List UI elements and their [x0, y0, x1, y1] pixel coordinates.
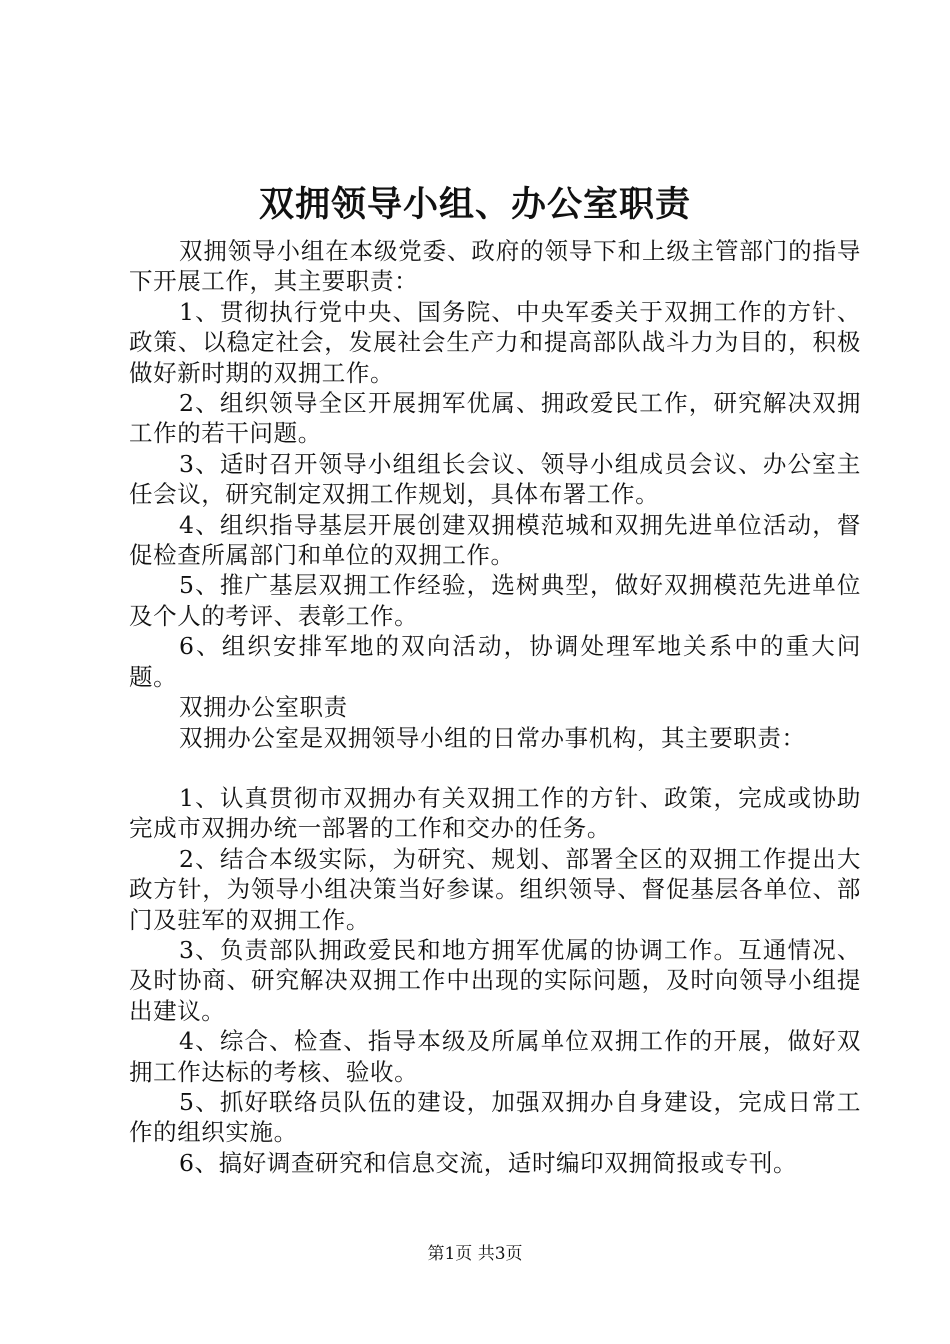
section1-item: 3、适时召开领导小组组长会议、领导小组成员会议、办公室主任会议，研究制定双拥工作规划，具体布署工作。 [129, 449, 861, 509]
section1-item: 2、组织领导全区开展拥军优属、拥政爱民工作，研究解决双拥工作的若干问题。 [129, 389, 861, 448]
section1-intro: 双拥领导小组在本级党委、政府的领导下和上级主管部门的指导下开展工作，其主要职责： [129, 237, 861, 296]
section1-item: 6、组织安排军地的双向活动，协调处理军地关系中的重大问题。 [129, 632, 861, 691]
section2-item: 2、结合本级实际，为研究、规划、部署全区的双拥工作提出大政方针，为领导小组决策当好参谋。组织领导、督促基层各单位、部门及驻军的双拥工作。 [129, 844, 861, 934]
section2-intro: 双拥办公室是双拥领导小组的日常办事机构，其主要职责： [179, 723, 806, 752]
section2-item: 3、负责部队拥政爱民和地方拥军优属的协调工作。互通情况、及时协商、研究解决双拥工作中出现的实际问题，及时向领导小组提出建议。 [129, 935, 861, 1025]
section1-item: 1、贯彻执行党中央、国务院、中央军委关于双拥工作的方针、政策、以稳定社会，发展社会生产力和提高部队战斗力为目的，积极做好新时期的双拥工作。 [129, 297, 861, 387]
document-body [129, 236, 861, 1178]
section2-item: 1、认真贯彻市双拥办有关双拥工作的方针、政策，完成或协助完成市双拥办统一部署的工作和交办的任务。 [129, 783, 861, 843]
paragraph-gap [129, 753, 861, 783]
page-number-footer: 第1页 共3页 [427, 1244, 523, 1264]
section1-item: 4、组织指导基层开展创建双拥模范城和双拥先进单位活动，督促检查所属部门和单位的双拥工作。 [129, 510, 861, 570]
section2-item: 6、搞好调查研究和信息交流，适时编印双拥简报或专刊。 [179, 1148, 798, 1177]
section2-item: 5、抓好联络员队伍的建设，加强双拥办自身建设，完成日常工作的组织实施。 [129, 1087, 861, 1147]
section2-heading: 双拥办公室职责 [179, 693, 348, 722]
section2-item: 4、综合、检查、指导本级及所属单位双拥工作的开展，做好双拥工作达标的考核、验收。 [129, 1027, 861, 1086]
document-title: 双拥领导小组、办公室职责 [258, 184, 691, 225]
section1-item: 5、推广基层双拥工作经验，选树典型，做好双拥模范先进单位及个人的考评、表彰工作。 [129, 571, 861, 630]
